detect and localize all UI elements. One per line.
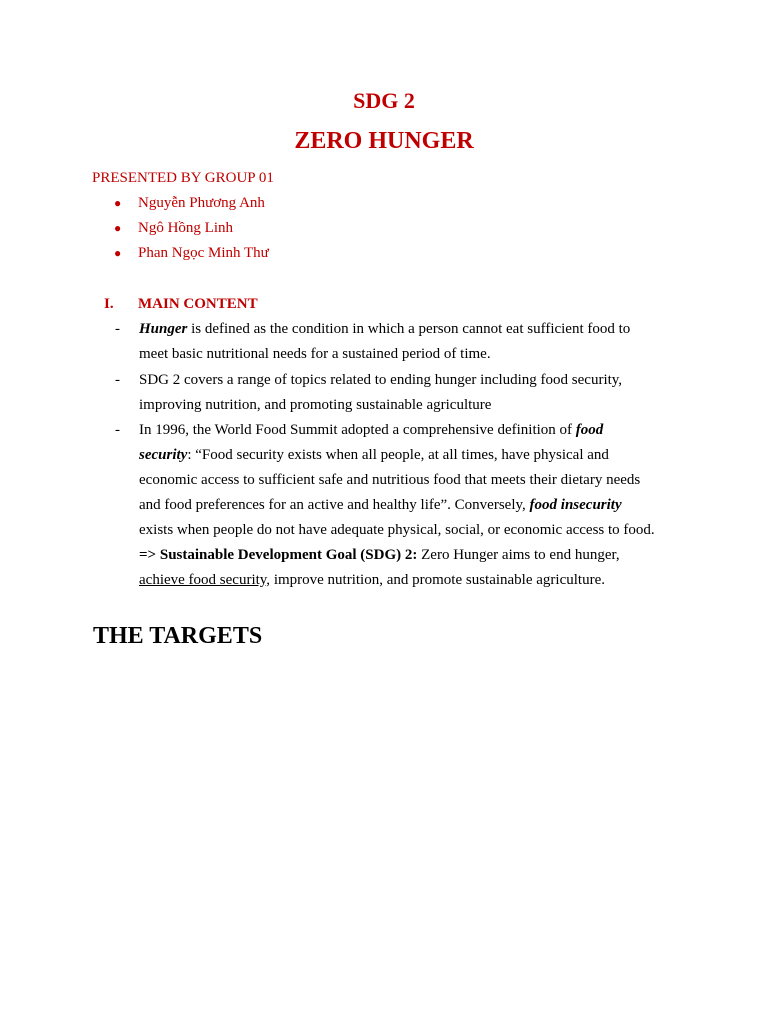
dash-marker: - — [115, 321, 120, 337]
text-span: In 1996, the World Food Summit adopted a comprehensive definition of — [139, 422, 576, 438]
conclusion-line — [139, 545, 620, 565]
member-name: Phan Ngọc Minh Thư — [138, 245, 269, 261]
bullet-dot-icon: ● — [114, 246, 122, 260]
term-food-insecurity: food insecurity — [529, 497, 622, 513]
dash-marker: - — [115, 422, 120, 438]
member-list-item — [114, 218, 233, 238]
text-span: Zero Hunger aims to end hunger, — [417, 547, 620, 563]
paragraph-line: SDG 2 covers a range of topics related to ending hunger including food security, — [139, 372, 623, 388]
term-security: security — [139, 447, 188, 463]
targets-heading: THE TARGETS — [93, 623, 263, 649]
paragraph-line — [139, 420, 603, 440]
paragraph-line: meet basic nutritional needs for a sustained period of time. — [139, 346, 491, 362]
paragraph-line: improving nutrition, and promoting sustainable agriculture — [139, 397, 492, 413]
paragraph-line — [139, 445, 609, 465]
bullet-dot-icon: ● — [114, 196, 122, 210]
section-heading — [104, 294, 258, 314]
member-name: Ngô Hồng Linh — [138, 220, 233, 236]
doc-title-sdg: SDG 2 — [353, 88, 415, 113]
text-span: is defined as the condition in which a person cannot eat sufficient food to — [187, 321, 631, 337]
paragraph-line — [139, 319, 630, 339]
member-name: Nguyễn Phương Anh — [138, 195, 265, 211]
text-span: : “Food security exists when all people, at all times, have physical and — [187, 447, 609, 463]
paragraph-line: economic access to sufficient safe and nutritious food that meets their dietary needs — [139, 472, 641, 488]
section-title: MAIN CONTENT — [138, 296, 258, 312]
paragraph-line: exists when people do not have adequate physical, social, or economic access to food. — [139, 522, 655, 538]
text-span: improve nutrition, and promote sustainable agriculture. — [270, 572, 605, 588]
sdg-label: Sustainable Development Goal (SDG) 2: — [159, 547, 418, 563]
paragraph-line — [139, 495, 622, 515]
doc-title-zero-hunger: ZERO HUNGER — [294, 128, 474, 154]
term-hunger: Hunger — [139, 321, 188, 337]
text-span: and food preferences for an active and healthy life”. Conversely, — [139, 497, 530, 513]
member-list-item — [114, 193, 265, 213]
dash-marker: - — [115, 372, 120, 388]
arrow-marker: => — [139, 547, 160, 563]
presented-by: PRESENTED BY GROUP 01 — [92, 170, 274, 186]
term-food: food — [575, 422, 604, 438]
paragraph-line — [139, 570, 605, 590]
underlined-text: achieve food security, — [139, 572, 271, 588]
section-number: I. — [104, 296, 114, 312]
member-list-item — [114, 243, 269, 263]
bullet-dot-icon: ● — [114, 221, 122, 235]
